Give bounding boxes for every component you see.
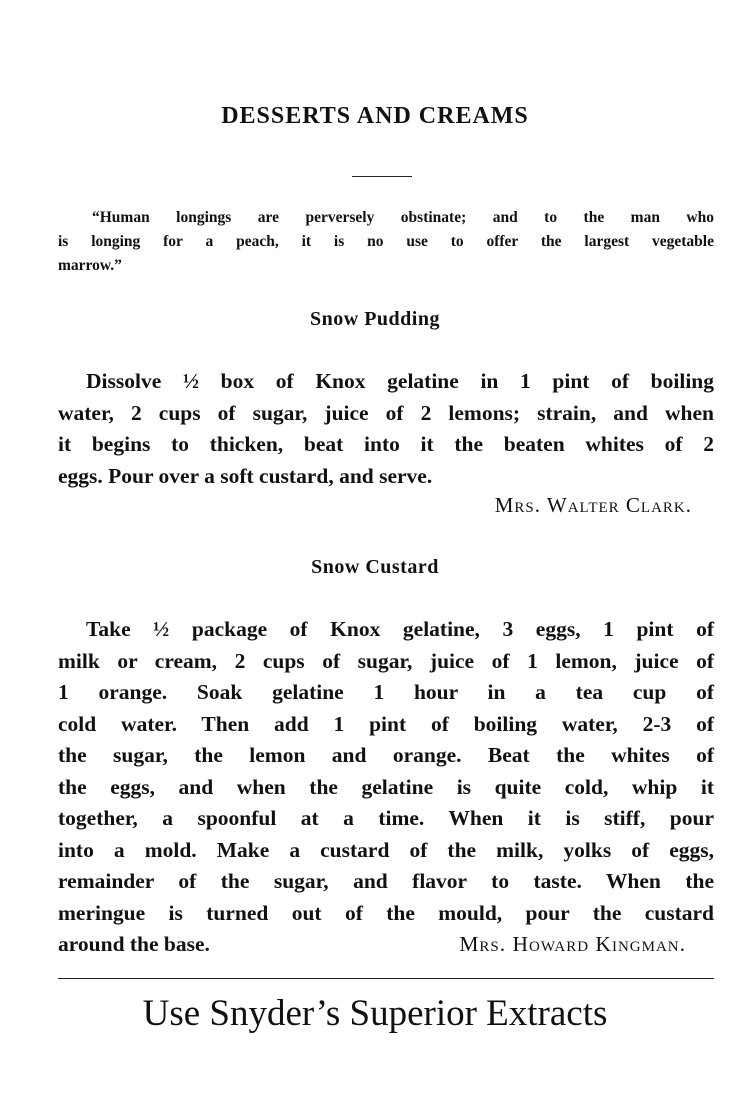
title-divider bbox=[352, 176, 412, 177]
recipe-last-line bbox=[58, 929, 714, 961]
advertisement-footer: Use Snyder’s Superior Extracts bbox=[142, 993, 608, 1034]
recipe-line: Take ½ package of Knox gelatine, 3 eggs, 1 pint of bbox=[86, 617, 714, 641]
quote-line: marrow.” bbox=[58, 257, 122, 274]
recipe-line: into a mold. Make a custard of the milk, yolks of eggs, bbox=[58, 837, 714, 862]
footer-divider bbox=[58, 978, 714, 979]
recipe-line: eggs. Pour over a soft custard, and serve. bbox=[58, 463, 433, 488]
recipe-line: the sugar, the lemon and orange. Beat the whites of bbox=[58, 743, 714, 767]
recipe-line: meringue is turned out of the mould, pour the custard bbox=[58, 900, 714, 925]
quote-line: “Human longings are perversely obstinate; and to the man who bbox=[92, 209, 714, 226]
recipe-line: 1 orange. Soak gelatine 1 hour in a tea cup of bbox=[58, 680, 714, 704]
recipe-heading-snow-pudding: Snow Pudding bbox=[310, 308, 440, 330]
recipe-line: it begins to thicken, beat into it the beaten whites of 2 bbox=[58, 432, 714, 456]
epigraph-quote bbox=[58, 206, 714, 278]
recipe-body-snow-pudding bbox=[58, 366, 714, 492]
quote-line: is longing for a peach, it is no use to offer the largest vegetable bbox=[58, 233, 714, 250]
recipe-heading-snow-custard: Snow Custard bbox=[311, 556, 439, 578]
recipe-line: Dissolve ½ box of Knox gelatine in 1 pint of boiling bbox=[86, 369, 714, 393]
recipe-line: cold water. Then add 1 pint of boiling water, 2-3 of bbox=[58, 711, 714, 736]
recipe-body-snow-custard bbox=[58, 614, 714, 961]
recipe-line: the eggs, and when the gelatine is quite cold, whip it bbox=[58, 774, 714, 799]
recipe-line: around the base. bbox=[58, 932, 210, 956]
recipe-author: Mrs. Walter Clark. bbox=[494, 493, 692, 517]
recipe-line: milk or cream, 2 cups of sugar, juice of 1 lemon, juice of bbox=[58, 648, 714, 673]
recipe-line: together, a spoonful at a time. When it is stiff, pour bbox=[58, 806, 714, 830]
page-title: DESSERTS AND CREAMS bbox=[221, 103, 529, 129]
recipe-line: remainder of the sugar, and flavor to taste. When the bbox=[58, 869, 714, 893]
recipe-line: water, 2 cups of sugar, juice of 2 lemons; strain, and when bbox=[58, 400, 714, 425]
recipe-author: Mrs. Howard Kingman. bbox=[459, 932, 686, 956]
